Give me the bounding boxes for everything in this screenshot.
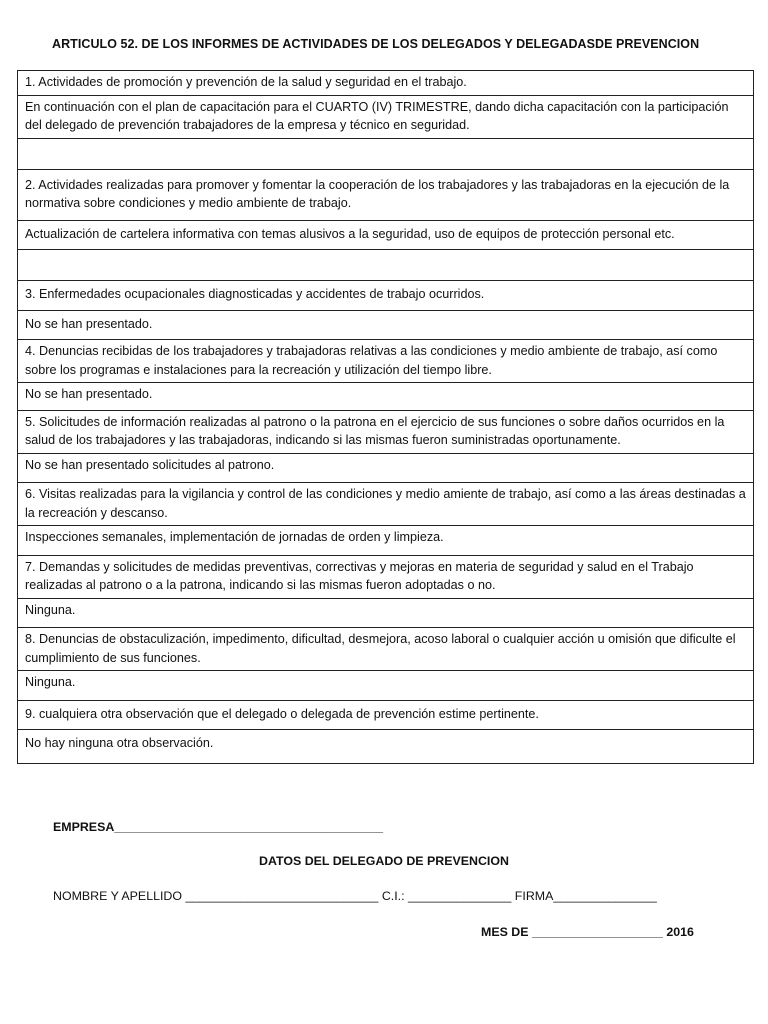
empty-cell: [18, 138, 754, 169]
table-row: [18, 671, 754, 701]
table-row: [18, 628, 754, 671]
answer-1: En continuación con el plan de capacitación para el CUARTO (IV) TRIMESTRE, dando dicha capacitación con la participación del delegado de prevención trabajadores de la empresa y técnico en seguridad.: [18, 95, 754, 138]
question-6: 6. Visitas realizadas para la vigilancia y control de las condiciones y medio amiente de trabajo, así como a las áreas destinadas a la recreación y descanso.: [18, 483, 754, 526]
question-8: 8. Denuncias de obstaculización, impedimento, dificultad, desmejora, acoso laboral o cualquier acción u omisión que dificulte el cumplimiento de sus funciones.: [18, 628, 754, 671]
table-row: [18, 410, 754, 453]
table-row: [18, 700, 754, 730]
question-2: 2. Actividades realizadas para promover y fomentar la cooperación de los trabajadores y las trabajadoras en la ejecución de la normativa sobre condiciones y medio ambiente de trabajo.: [18, 169, 754, 220]
answer-7: Ninguna.: [18, 598, 754, 628]
table-row: [18, 483, 754, 526]
document-title: ARTICULO 52. DE LOS INFORMES DE ACTIVIDADES DE LOS DELEGADOS Y DELEGADASDE PREVENCION: [52, 37, 700, 51]
month-year-line: MES DE ___________________ 2016: [481, 925, 694, 939]
table-row: [18, 598, 754, 628]
table-row: [18, 281, 754, 311]
table-row: [18, 71, 754, 96]
answer-5: No se han presentado solicitudes al patrono.: [18, 453, 754, 483]
answer-9: No hay ninguna otra observación.: [18, 730, 754, 764]
table-row: [18, 138, 754, 169]
table-row: [18, 310, 754, 340]
answer-4: No se han presentado.: [18, 383, 754, 411]
table-row: [18, 95, 754, 138]
question-4: 4. Denuncias recibidas de los trabajadores y trabajadoras relativas a las condiciones y medio ambiente de trabajo, así como sobre los programas e instalaciones para la recreación y utilización del tiempo libre.: [18, 340, 754, 383]
answer-2: Actualización de cartelera informativa con temas alusivos a la seguridad, uso de equipos de protección personal etc.: [18, 220, 754, 250]
delegate-data-title: DATOS DEL DELEGADO DE PREVENCION: [259, 854, 509, 868]
table-row: [18, 250, 754, 281]
question-5: 5. Solicitudes de información realizadas al patrono o la patrona en el ejercicio de sus funciones o sobre daños ocurridos en la salud de los trabajadores y las trabajadoras, indicando si las mismas fueron suministradas oportunamente.: [18, 410, 754, 453]
table-row: [18, 169, 754, 220]
answer-6: Inspecciones semanales, implementación de jornadas de orden y limpieza.: [18, 526, 754, 556]
table-row: [18, 340, 754, 383]
empresa-line: EMPRESA_______________________________________: [53, 820, 384, 834]
name-id-signature-line: NOMBRE Y APELLIDO ____________________________ C.I.: _______________ FIRMA_______________: [53, 889, 657, 903]
table-row: [18, 453, 754, 483]
table-row: [18, 730, 754, 764]
question-1: 1. Actividades de promoción y prevención de la salud y seguridad en el trabajo.: [18, 71, 754, 96]
question-9: 9. cualquiera otra observación que el delegado o delegada de prevención estime pertinente.: [18, 700, 754, 730]
answer-3: No se han presentado.: [18, 310, 754, 340]
table-row: [18, 526, 754, 556]
table-row: [18, 220, 754, 250]
table-row: [18, 383, 754, 411]
report-table: [17, 70, 754, 764]
empty-cell: [18, 250, 754, 281]
question-7: 7. Demandas y solicitudes de medidas preventivas, correctivas y mejoras en materia de seguridad y salud en el Trabajo realizadas al patrono o a la patrona, indicando si las mismas fueron adoptadas o no.: [18, 555, 754, 598]
question-3: 3. Enfermedades ocupacionales diagnosticadas y accidentes de trabajo ocurridos.: [18, 281, 754, 311]
answer-8: Ninguna.: [18, 671, 754, 701]
table-row: [18, 555, 754, 598]
